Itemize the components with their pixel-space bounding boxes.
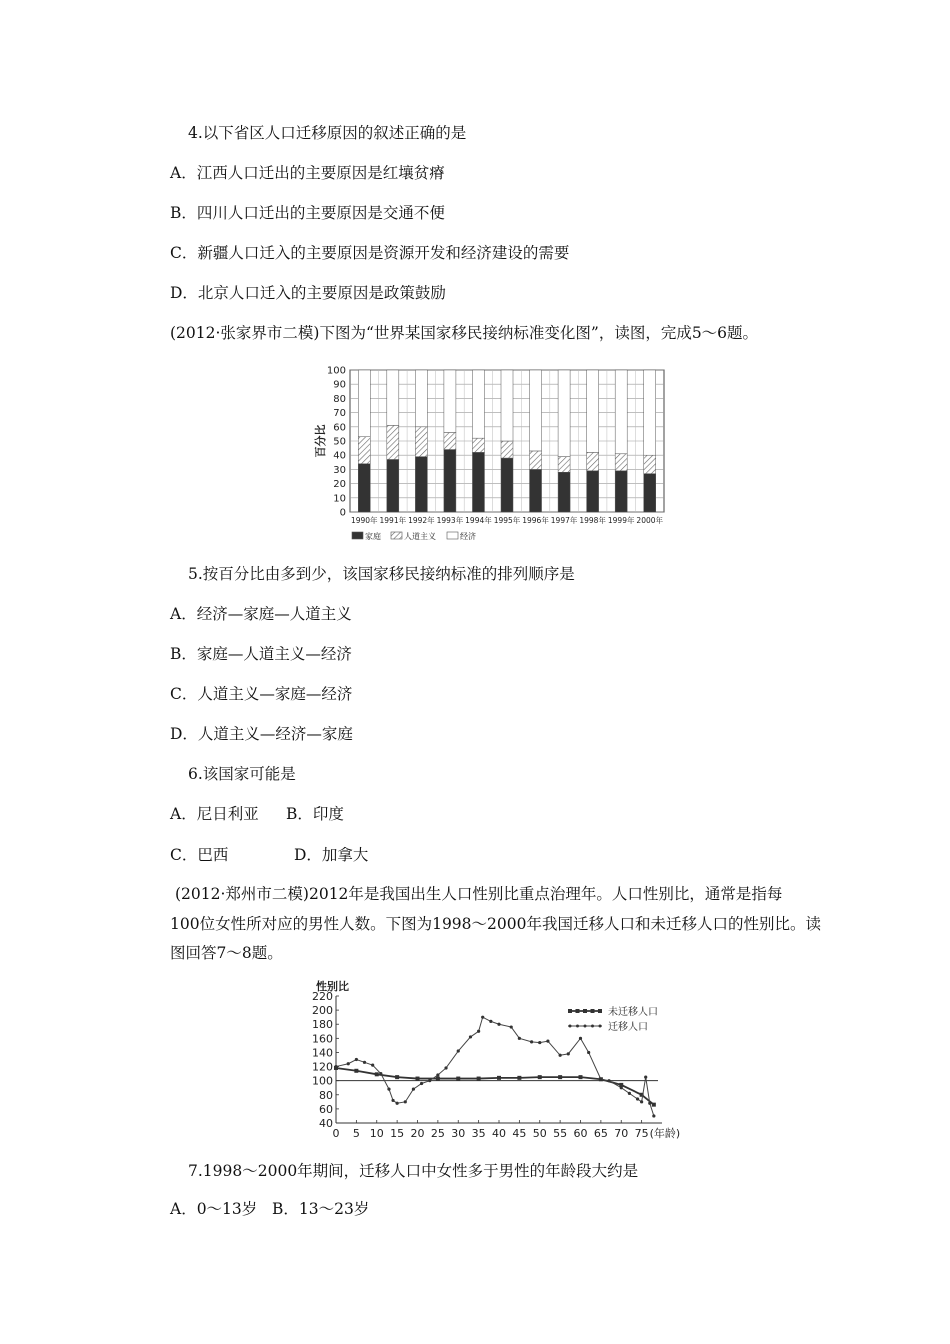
chart1-bar-人道主义 xyxy=(415,427,427,457)
chart2-xtick-label: 25 xyxy=(430,1127,445,1140)
chart2-point-迁移人口 xyxy=(477,1030,480,1033)
chart1-bar-家庭 xyxy=(387,459,399,512)
chart1-bar-经济 xyxy=(501,370,513,441)
chart2-ytick-label: 60 xyxy=(319,1102,333,1116)
chart1-xtick-label: 1992年 xyxy=(408,516,435,525)
chart2-point-迁移人口 xyxy=(444,1066,447,1069)
chart2-point-迁移人口 xyxy=(628,1092,631,1095)
chart1-xtick-label: 2000年 xyxy=(636,516,664,525)
chart2-point-迁移人口 xyxy=(412,1088,415,1091)
chart1-xtick-label: 1994年 xyxy=(465,516,492,525)
chart1-ylabel: 百分比 xyxy=(314,424,327,458)
chart1-ytick-label: 40 xyxy=(333,450,346,462)
chart2-point-迁移人口 xyxy=(567,1052,570,1055)
q6-option-a: A．尼日利亚 xyxy=(170,805,259,823)
chart1-xtick-label: 1996年 xyxy=(522,516,549,525)
chart1-bar-家庭 xyxy=(530,469,542,512)
q6-option-b: B．印度 xyxy=(286,805,344,823)
chart2-point-迁移人口 xyxy=(396,1102,399,1105)
chart2-legend-marker xyxy=(591,1009,595,1013)
chart2-ytick-label: 100 xyxy=(312,1074,333,1088)
chart2-point-迁移人口 xyxy=(530,1040,533,1043)
chart2-xtick-label: 0 xyxy=(332,1127,340,1140)
chart1-bar-经济 xyxy=(587,370,599,452)
chart2-point-迁移人口 xyxy=(648,1102,651,1105)
chart1-xtick-label: 1995年 xyxy=(493,516,521,525)
chart2-point-迁移人口 xyxy=(347,1062,350,1065)
chart1-bar-家庭 xyxy=(587,471,599,512)
chart1-bar-人道主义 xyxy=(358,437,370,464)
chart2-point-未迁移人口 xyxy=(497,1076,501,1080)
chart1-bar-家庭 xyxy=(444,450,456,512)
chart2-point-迁移人口 xyxy=(518,1037,521,1040)
chart2-point-迁移人口 xyxy=(644,1076,647,1079)
chart1-ytick-label: 0 xyxy=(339,507,346,519)
chart2-point-迁移人口 xyxy=(428,1079,431,1082)
chart2-point-迁移人口 xyxy=(636,1097,639,1100)
chart1-bar-经济 xyxy=(530,370,542,451)
chart2-xtick-label: 5 xyxy=(352,1127,360,1140)
q4-stem: 4.以下省区人口迁移原因的叙述正确的是 xyxy=(188,124,467,142)
chart1-ytick-label: 10 xyxy=(333,493,346,505)
q7-option-b: B．13～23岁 xyxy=(272,1200,370,1218)
chart2-legend-label: 迁移人口 xyxy=(608,1022,648,1033)
chart2-point-未迁移人口 xyxy=(558,1075,562,1079)
chart1-bar-家庭 xyxy=(501,458,513,512)
chart2-line-未迁移人口 xyxy=(336,1068,654,1105)
chart1-legend-label: 经济 xyxy=(460,532,476,541)
chart1-xtick-label: 1991年 xyxy=(379,516,407,525)
q6-option-c: C．巴西 xyxy=(170,846,229,864)
chart1-bar-家庭 xyxy=(615,471,627,512)
q5-option-d: D．人道主义—经济—家庭 xyxy=(170,725,353,743)
chart1-xtick-label: 1990年 xyxy=(350,516,378,525)
chart1-xtick-label: 1998年 xyxy=(579,516,606,525)
chart2-point-迁移人口 xyxy=(420,1082,423,1085)
chart2-xtick-label: 35 xyxy=(471,1127,486,1140)
chart2-point-迁移人口 xyxy=(546,1040,549,1043)
chart2-point-迁移人口 xyxy=(587,1051,590,1054)
chart2-legend-marker xyxy=(599,1025,602,1028)
chart2-point-迁移人口 xyxy=(640,1100,643,1103)
chart2-legend-marker xyxy=(576,1009,580,1013)
chart2-xtick-label: 45 xyxy=(512,1127,527,1140)
chart2-xtick-label: 55 xyxy=(553,1127,568,1140)
chart2-point-未迁移人口 xyxy=(354,1069,358,1073)
chart2-ytick-label: 80 xyxy=(319,1088,333,1102)
chart1-bar-经济 xyxy=(387,370,399,425)
chart2-point-迁移人口 xyxy=(559,1054,562,1057)
chart2-legend-marker xyxy=(569,1025,572,1028)
chart2-point-迁移人口 xyxy=(404,1100,407,1103)
chart2-xtick-label: 15 xyxy=(390,1127,405,1140)
chart2-point-未迁移人口 xyxy=(652,1103,656,1107)
chart2-legend-marker xyxy=(598,1009,602,1013)
chart1-bar-人道主义 xyxy=(530,451,542,469)
chart2-line-迁移人口 xyxy=(336,1017,654,1116)
chart2-xtick-label: 75 xyxy=(634,1127,649,1140)
chart2-point-未迁移人口 xyxy=(375,1072,379,1076)
chart2-point-迁移人口 xyxy=(481,1016,484,1019)
chart2-point-未迁移人口 xyxy=(538,1075,542,1079)
chart2-ytick-label: 140 xyxy=(312,1046,333,1060)
chart2-point-未迁移人口 xyxy=(416,1077,420,1081)
chart1-legend-swatch xyxy=(447,532,458,539)
chart2-xtick-label: 40 xyxy=(492,1127,506,1140)
chart2-point-未迁移人口 xyxy=(477,1077,481,1081)
chart2-legend-marker xyxy=(568,1009,572,1013)
chart2-point-迁移人口 xyxy=(599,1078,602,1081)
chart2-legend-marker xyxy=(584,1025,587,1028)
chart2-point-迁移人口 xyxy=(497,1023,500,1026)
chart1-legend-swatch xyxy=(352,532,363,539)
chart2-point-迁移人口 xyxy=(379,1072,382,1075)
chart2-point-未迁移人口 xyxy=(436,1077,440,1081)
chart1-legend-swatch xyxy=(391,532,402,539)
chart2-point-迁移人口 xyxy=(334,1065,337,1068)
chart2-ylabel: 性别比 xyxy=(316,980,349,993)
chart2-ytick-label: 120 xyxy=(312,1060,333,1074)
chart2-legend-label: 未迁移人口 xyxy=(608,1007,658,1018)
q4-option-a: A．江西人口迁出的主要原因是红壤贫瘠 xyxy=(170,164,445,182)
chart1-bar-人道主义 xyxy=(587,452,599,470)
chart2-xtick-label: 60 xyxy=(573,1127,588,1140)
chart2-point-迁移人口 xyxy=(387,1088,390,1091)
chart1-bar-家庭 xyxy=(558,472,570,512)
chart2-point-迁移人口 xyxy=(391,1099,394,1102)
chart2-xtick-label: 65 xyxy=(593,1127,608,1140)
q4-option-c: C．新疆人口迁入的主要原因是资源开发和经济建设的需要 xyxy=(170,244,570,262)
chart1-bar-人道主义 xyxy=(644,455,656,473)
chart1-xtick-label: 1997年 xyxy=(550,516,578,525)
chart2-point-迁移人口 xyxy=(538,1041,541,1044)
chart2-point-迁移人口 xyxy=(579,1037,582,1040)
chart1-ytick-label: 20 xyxy=(333,479,346,491)
chart1-bar-人道主义 xyxy=(558,457,570,473)
chart2-legend-marker xyxy=(576,1025,579,1028)
intro-q5-6: (2012·张家界市二模)下图为“世界某国家移民接纳标准变化图”，读图，完成5～6题。 xyxy=(170,324,759,342)
chart2-point-迁移人口 xyxy=(469,1035,472,1038)
sex-ratio-chart xyxy=(300,978,700,1143)
chart2-xlabel: (年龄) xyxy=(649,1127,681,1140)
chart1-bar-经济 xyxy=(415,370,427,427)
chart1-ytick-label: 90 xyxy=(333,379,346,391)
chart1-bar-经济 xyxy=(472,370,484,438)
chart1-bar-经济 xyxy=(644,370,656,455)
immigration-standard-chart xyxy=(310,362,680,550)
chart2-ytick-label: 220 xyxy=(312,990,333,1003)
chart2-point-未迁移人口 xyxy=(517,1076,521,1080)
chart2-point-迁移人口 xyxy=(652,1114,655,1117)
chart1-bar-经济 xyxy=(358,370,370,437)
chart2-point-迁移人口 xyxy=(371,1064,374,1067)
chart2-point-未迁移人口 xyxy=(579,1075,583,1079)
q7-stem: 7.1998～2000年期间，迁移人口中女性多于男性的年龄段大约是 xyxy=(188,1162,639,1180)
chart2-xtick-label: 10 xyxy=(369,1127,384,1140)
chart1-bar-人道主义 xyxy=(472,438,484,452)
chart2-ytick-label: 160 xyxy=(312,1032,333,1046)
chart1-bar-人道主义 xyxy=(501,441,513,458)
chart2-ytick-label: 180 xyxy=(312,1018,333,1032)
q5-option-c: C．人道主义—家庭—经济 xyxy=(170,685,353,703)
chart2-point-迁移人口 xyxy=(436,1073,439,1076)
q4-option-b: B．四川人口迁出的主要原因是交通不便 xyxy=(170,204,445,222)
chart2-xtick-label: 20 xyxy=(410,1127,425,1140)
chart1-ytick-label: 100 xyxy=(326,365,346,377)
chart1-ytick-label: 30 xyxy=(333,464,346,476)
q6-stem: 6.该国家可能是 xyxy=(188,765,296,783)
q6-option-d: D．加拿大 xyxy=(294,846,369,864)
chart1-bar-人道主义 xyxy=(615,454,627,471)
chart2-point-迁移人口 xyxy=(355,1058,358,1061)
chart2-legend-marker xyxy=(583,1009,587,1013)
chart1-ytick-label: 70 xyxy=(333,408,346,420)
chart1-bar-经济 xyxy=(444,370,456,432)
chart1-ytick-label: 80 xyxy=(333,393,346,405)
chart1-legend-label: 人道主义 xyxy=(404,532,436,541)
chart2-point-迁移人口 xyxy=(457,1049,460,1052)
chart2-ytick-label: 200 xyxy=(312,1004,333,1018)
chart1-xtick-label: 1993年 xyxy=(436,516,464,525)
chart2-point-未迁移人口 xyxy=(395,1075,399,1079)
chart2-xtick-label: 70 xyxy=(614,1127,629,1140)
chart1-bar-家庭 xyxy=(358,464,370,512)
chart1-legend-label: 家庭 xyxy=(365,532,381,541)
chart1-bar-人道主义 xyxy=(444,432,456,449)
chart1-bar-经济 xyxy=(558,370,570,457)
chart1-xtick-label: 1999年 xyxy=(607,516,635,525)
chart1-bar-家庭 xyxy=(472,452,484,512)
chart2-ytick-label: 40 xyxy=(319,1117,333,1130)
chart1-bar-家庭 xyxy=(644,474,656,512)
q7-option-a: A．0～13岁 xyxy=(170,1200,258,1218)
q5-option-b: B．家庭—人道主义—经济 xyxy=(170,645,352,663)
chart2-xtick-label: 50 xyxy=(532,1127,547,1140)
q5-option-a: A．经济—家庭—人道主义 xyxy=(170,605,352,623)
chart2-point-迁移人口 xyxy=(620,1086,623,1089)
chart1-ytick-label: 50 xyxy=(333,436,346,448)
chart2-xtick-label: 30 xyxy=(451,1127,466,1140)
chart2-point-迁移人口 xyxy=(510,1025,513,1028)
chart1-bar-家庭 xyxy=(415,457,427,512)
chart2-point-迁移人口 xyxy=(489,1020,492,1023)
chart2-point-迁移人口 xyxy=(363,1061,366,1064)
chart1-ytick-label: 60 xyxy=(333,422,346,434)
chart2-legend-marker xyxy=(591,1025,594,1028)
intro-q7-8-line3: 图回答7～8题。 xyxy=(170,944,283,962)
intro-q7-8-line1: (2012·郑州市二模)2012年是我国出生人口性别比重点治理年。人口性别比，通常是指每 xyxy=(175,885,783,903)
chart1-bar-经济 xyxy=(615,370,627,454)
chart2-point-未迁移人口 xyxy=(456,1077,460,1081)
chart1-bar-人道主义 xyxy=(387,425,399,459)
chart2-point-迁移人口 xyxy=(607,1079,610,1082)
intro-q7-8-line2: 100位女性所对应的男性人数。下图为1998～2000年我国迁移人口和未迁移人口的性别比。读 xyxy=(170,915,821,933)
q5-stem: 5.按百分比由多到少，该国家移民接纳标准的排列顺序是 xyxy=(188,565,575,583)
q4-option-d: D．北京人口迁入的主要原因是政策鼓励 xyxy=(170,284,446,302)
